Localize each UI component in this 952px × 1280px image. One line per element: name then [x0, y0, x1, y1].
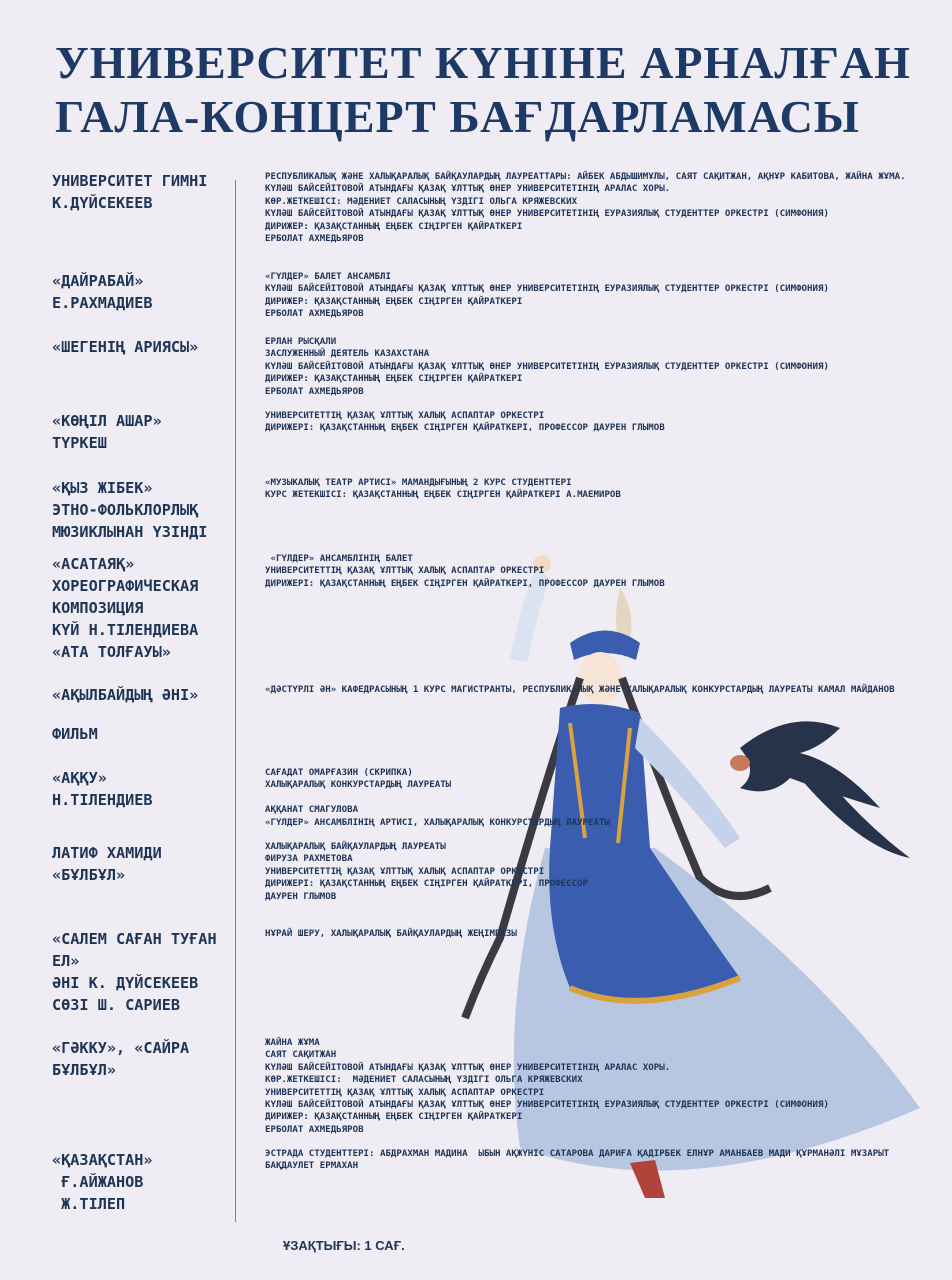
program-work-5: «ҚЫЗ ЖІБЕК» ЭТНО-ФОЛЬКЛОРЛЫҚ МЮЗИКЛЫНАН ҮЗІНДІ — [52, 479, 208, 541]
program-performers-9: САҒАДАТ ОМАРҒАЗИН (СКРИПКА) ХАЛЫҚАРАЛЫҚ КОНКУРСТАРДЫҢ ЛАУРЕАТЫ АҚҚАНАТ СМАГУЛОВА «ГҮЛДЕР» АНСАМБЛІНІҢ АРТИСІ, ХАЛЫҚАРАЛЫҚ КОНКУРСТАРДЫҢ ЛАУРЕАТЫ — [265, 768, 610, 828]
program-performers-7: «ДӘСТҮРЛІ ӘН» КАФЕДРАСЫНЫҢ 1 КУРС МАГИСТРАНТЫ, РЕСПУБЛИКАЛЫҚ ЖӘНЕ ХАЛЫҚАРАЛЫҚ КОНКУРСТАРДЫҢ ЛАУРЕАТЫ КАМАЛ МАЙДАНОВ — [265, 685, 895, 695]
program-work-4: «КӨҢІЛ АШАР» ТҮРКЕШ — [52, 412, 162, 452]
program-work-2: «ДАЙРАБАЙ» Е.РАХМАДИЕВ — [52, 272, 153, 312]
program-work-12: «ГӘККУ», «САЙРА БҰЛБҰЛ» — [52, 1039, 190, 1079]
program-work-6: «АСАТАЯҚ» ХОРЕОГРАФИЧЕСКАЯ КОМПОЗИЦИЯ КҮЙ Н.ТІЛЕНДИЕВА «АТА ТОЛҒАУЫ» — [52, 555, 199, 661]
title-line-1: УНИВЕРСИТЕТ КҮНІНЕ АРНАЛҒАН — [55, 37, 911, 88]
program-work-13: «ҚАЗАҚСТАН» Ғ.АЙЖАНОВ Ж.ТІЛЕП — [52, 1151, 153, 1213]
program-performers-11: НҰРАЙ ШЕРУ, ХАЛЫҚАРАЛЫҚ БАЙҚАУЛАРДЫҢ ЖЕҢІМПАЗЫ — [265, 929, 517, 939]
program-performers-1: РЕСПУБЛИКАЛЫҚ ЖӘНЕ ХАЛЫҚАРАЛЫҚ БАЙҚАУЛАРДЫҢ ЛАУРЕАТТАРЫ: АЙБЕК АБДЫШИМҰЛЫ, САЯТ САҚИТЖАН, АҚНҰР КАБИТОВА, ЖАЙНА ЖҰМА. КҮЛӘШ БАЙСЕЙІТОВОЙ АТЫНДАҒЫ ҚАЗАҚ ҰЛТТЫҚ ӨНЕР УНИВЕРСИТЕТІНІҢ АРАЛАС ХОРЫ. КӨР.ЖЕТКЕШІСІ: МӘДЕНИЕТ САЛАСЫНЫҢ ҮЗДІГІ ОЛЬГА КРЯЖЕВСКИХ КҮЛӘШ БАЙСЕЙІТОВОЙ АТЫНДАҒЫ ҚАЗАҚ ҰЛТТЫҚ ӨНЕР УНИВЕРСИТЕТІНІҢ ЕУРАЗИЯЛЫҚ СТУДЕНТТЕР ОРКЕСТРІ (СИМФОНИЯ) ДИРИЖЕР: ҚАЗАҚСТАННЫҢ ЕҢБЕК СІҢІРГЕН ҚАЙРАТКЕРІ ЕРБОЛАТ АХМЕДЬЯРОВ — [265, 172, 906, 245]
program-performers-2: «ГҮЛДЕР» БАЛЕТ АНСАМБЛІ КҮЛӘШ БАЙСЕЙІТОВОЙ АТЫНДАҒЫ ҚАЗАҚ ҰЛТТЫҚ ӨНЕР УНИВЕРСИТЕТІНІҢ ЕУРАЗИЯЛЫҚ СТУДЕНТТЕР ОРКЕСТРІ (СИМФОНИЯ) ДИРИЖЕР: ҚАЗАҚСТАННЫҢ ЕҢБЕК СІҢІРГЕН ҚАЙРАТКЕРІ ЕРБОЛАТ АХМЕДЬЯРОВ — [265, 272, 829, 320]
program-work-8: ФИЛЬМ — [52, 725, 98, 743]
program-performers-3: ЕРЛАН РЫСҚАЛИ ЗАСЛУЖЕННЫЙ ДЕЯТЕЛЬ КАЗАХСТАНА КҮЛӘШ БАЙСЕЙІТОВОЙ АТЫНДАҒЫ ҚАЗАҚ ҰЛТТЫҚ ӨНЕР УНИВЕРСИТЕТІНІҢ ЕУРАЗИЯЛЫҚ СТУДЕНТТЕР ОРКЕСТРІ (СИМФОНИЯ) ДИРИЖЕР: ҚАЗАҚСТАННЫҢ ЕҢБЕК СІҢІРГЕН ҚАЙРАТКЕРІ ЕРБОЛАТ АХМЕДЬЯРОВ — [265, 337, 829, 397]
program-performers-12: ЖАЙНА ЖҰМА САЯТ САҚИТЖАН КҮЛӘШ БАЙСЕЙІТОВОЙ АТЫНДАҒЫ ҚАЗАҚ ҰЛТТЫҚ ӨНЕР УНИВЕРСИТЕТІНІҢ АРАЛАС ХОРЫ. КӨР.ЖЕТКЕШІСІ: МӘДЕНИЕТ САЛАСЫНЫҢ ҮЗДІГІ ОЛЬГА КРЯЖЕВСКИХ УНИВЕРСИТЕТТІҢ ҚАЗАҚ ҰЛТТЫҚ ХАЛЫҚ АСПАПТАР ОРКЕСТРІ КҮЛӘШ БАЙСЕЙІТОВОЙ АТЫНДАҒЫ ҚАЗАҚ ҰЛТТЫҚ ӨНЕР УНИВЕРСИТЕТІНІҢ ЕУРАЗИЯЛЫҚ СТУДЕНТТЕР ОРКЕСТРІ (СИМФОНИЯ) ДИРИЖЕР: ҚАЗАҚСТАННЫҢ ЕҢБЕК СІҢІРГЕН ҚАЙРАТКЕРІ ЕРБОЛАТ АХМЕДЬЯРОВ — [265, 1038, 829, 1135]
program-performers-13: ЭСТРАДА СТУДЕНТТЕРІ: АБДРАХМАН МАДИНА ЫБЫН АҚЖҮНІС САТАРОВА ДАРИҒА ҚАДІРБЕК ЕЛНҰР АМАНБАЕВ МАДИ ҚҰРМАНӘЛІ МҰЗАРЫТ БАҚДАУЛЕТ ЕРМАХАН — [265, 1149, 895, 1172]
program-performers-10: ХАЛЫҚАРАЛЫҚ БАЙҚАУЛАРДЫҢ ЛАУРЕАТЫ ФИРУЗА РАХМЕТОВА УНИВЕРСИТЕТТІҢ ҚАЗАҚ ҰЛТТЫҚ ХАЛЫҚ АСПАПТАР ОРКЕСТРІ ДИРИЖЕРІ: ҚАЗАҚСТАННЫҢ ЕҢБЕК СІҢІРГЕН ҚАЙРАТКЕРІ, ПРОФЕССОР ДАУРЕН ГЛЫМОВ — [265, 842, 589, 902]
program-work-1: УНИВЕРСИТЕТ ГИМНІ К.ДҮЙСЕКЕЕВ — [52, 172, 208, 212]
program-work-10: ЛАТИФ ХАМИДИ «БҰЛБҰЛ» — [52, 844, 162, 884]
program-work-11: «САЛЕМ САҒАН ТУҒАН ЕЛ» ӘНІ К. ДҮЙСЕКЕЕВ СӨЗІ Ш. САРИЕВ — [52, 930, 217, 1014]
program-work-7: «АҚЫЛБАЙДЫҢ ӘНІ» — [52, 686, 199, 704]
program-work-3: «ШЕГЕНІҢ АРИЯСЫ» — [52, 338, 199, 356]
duration-footer: ҰЗАҚТЫҒЫ: 1 САҒ. — [283, 1238, 405, 1253]
program-work-9: «АҚҚУ» Н.ТІЛЕНДИЕВ — [52, 769, 153, 809]
program-performers-4: УНИВЕРСИТЕТТІҢ ҚАЗАҚ ҰЛТТЫҚ ХАЛЫҚ АСПАПТАР ОРКЕСТРІ ДИРИЖЕРІ: ҚАЗАҚСТАННЫҢ ЕҢБЕК СІҢІРГЕН ҚАЙРАТКЕРІ, ПРОФЕССОР ДАУРЕН ГЛЫМОВ — [265, 411, 665, 434]
title-line-2: ГАЛА-КОНЦЕРТ БАҒДАРЛАМАСЫ — [55, 91, 860, 142]
program-title — [55, 36, 935, 144]
program-performers-6: «ГҮЛДЕР» АНСАМБЛІНІҢ БАЛЕТ УНИВЕРСИТЕТТІҢ ҚАЗАҚ ҰЛТТЫҚ ХАЛЫҚ АСПАПТАР ОРКЕСТРІ ДИРИЖЕРІ: ҚАЗАҚСТАННЫҢ ЕҢБЕК СІҢІРГЕН ҚАЙРАТКЕРІ, ПРОФЕССОР ДАУРЕН ГЛЫМОВ — [265, 554, 665, 589]
program-performers-5: «МУЗЫКАЛЫҚ ТЕАТР АРТИСІ» МАМАНДЫҒЫНЫҢ 2 КУРС СТУДЕНТТЕРІ КУРС ЖЕТЕКШІСІ: ҚАЗАҚСТАННЫҢ ЕҢБЕК СІҢІРГЕН ҚАЙРАТКЕРІ А.МАЕМИРОВ — [265, 478, 621, 501]
